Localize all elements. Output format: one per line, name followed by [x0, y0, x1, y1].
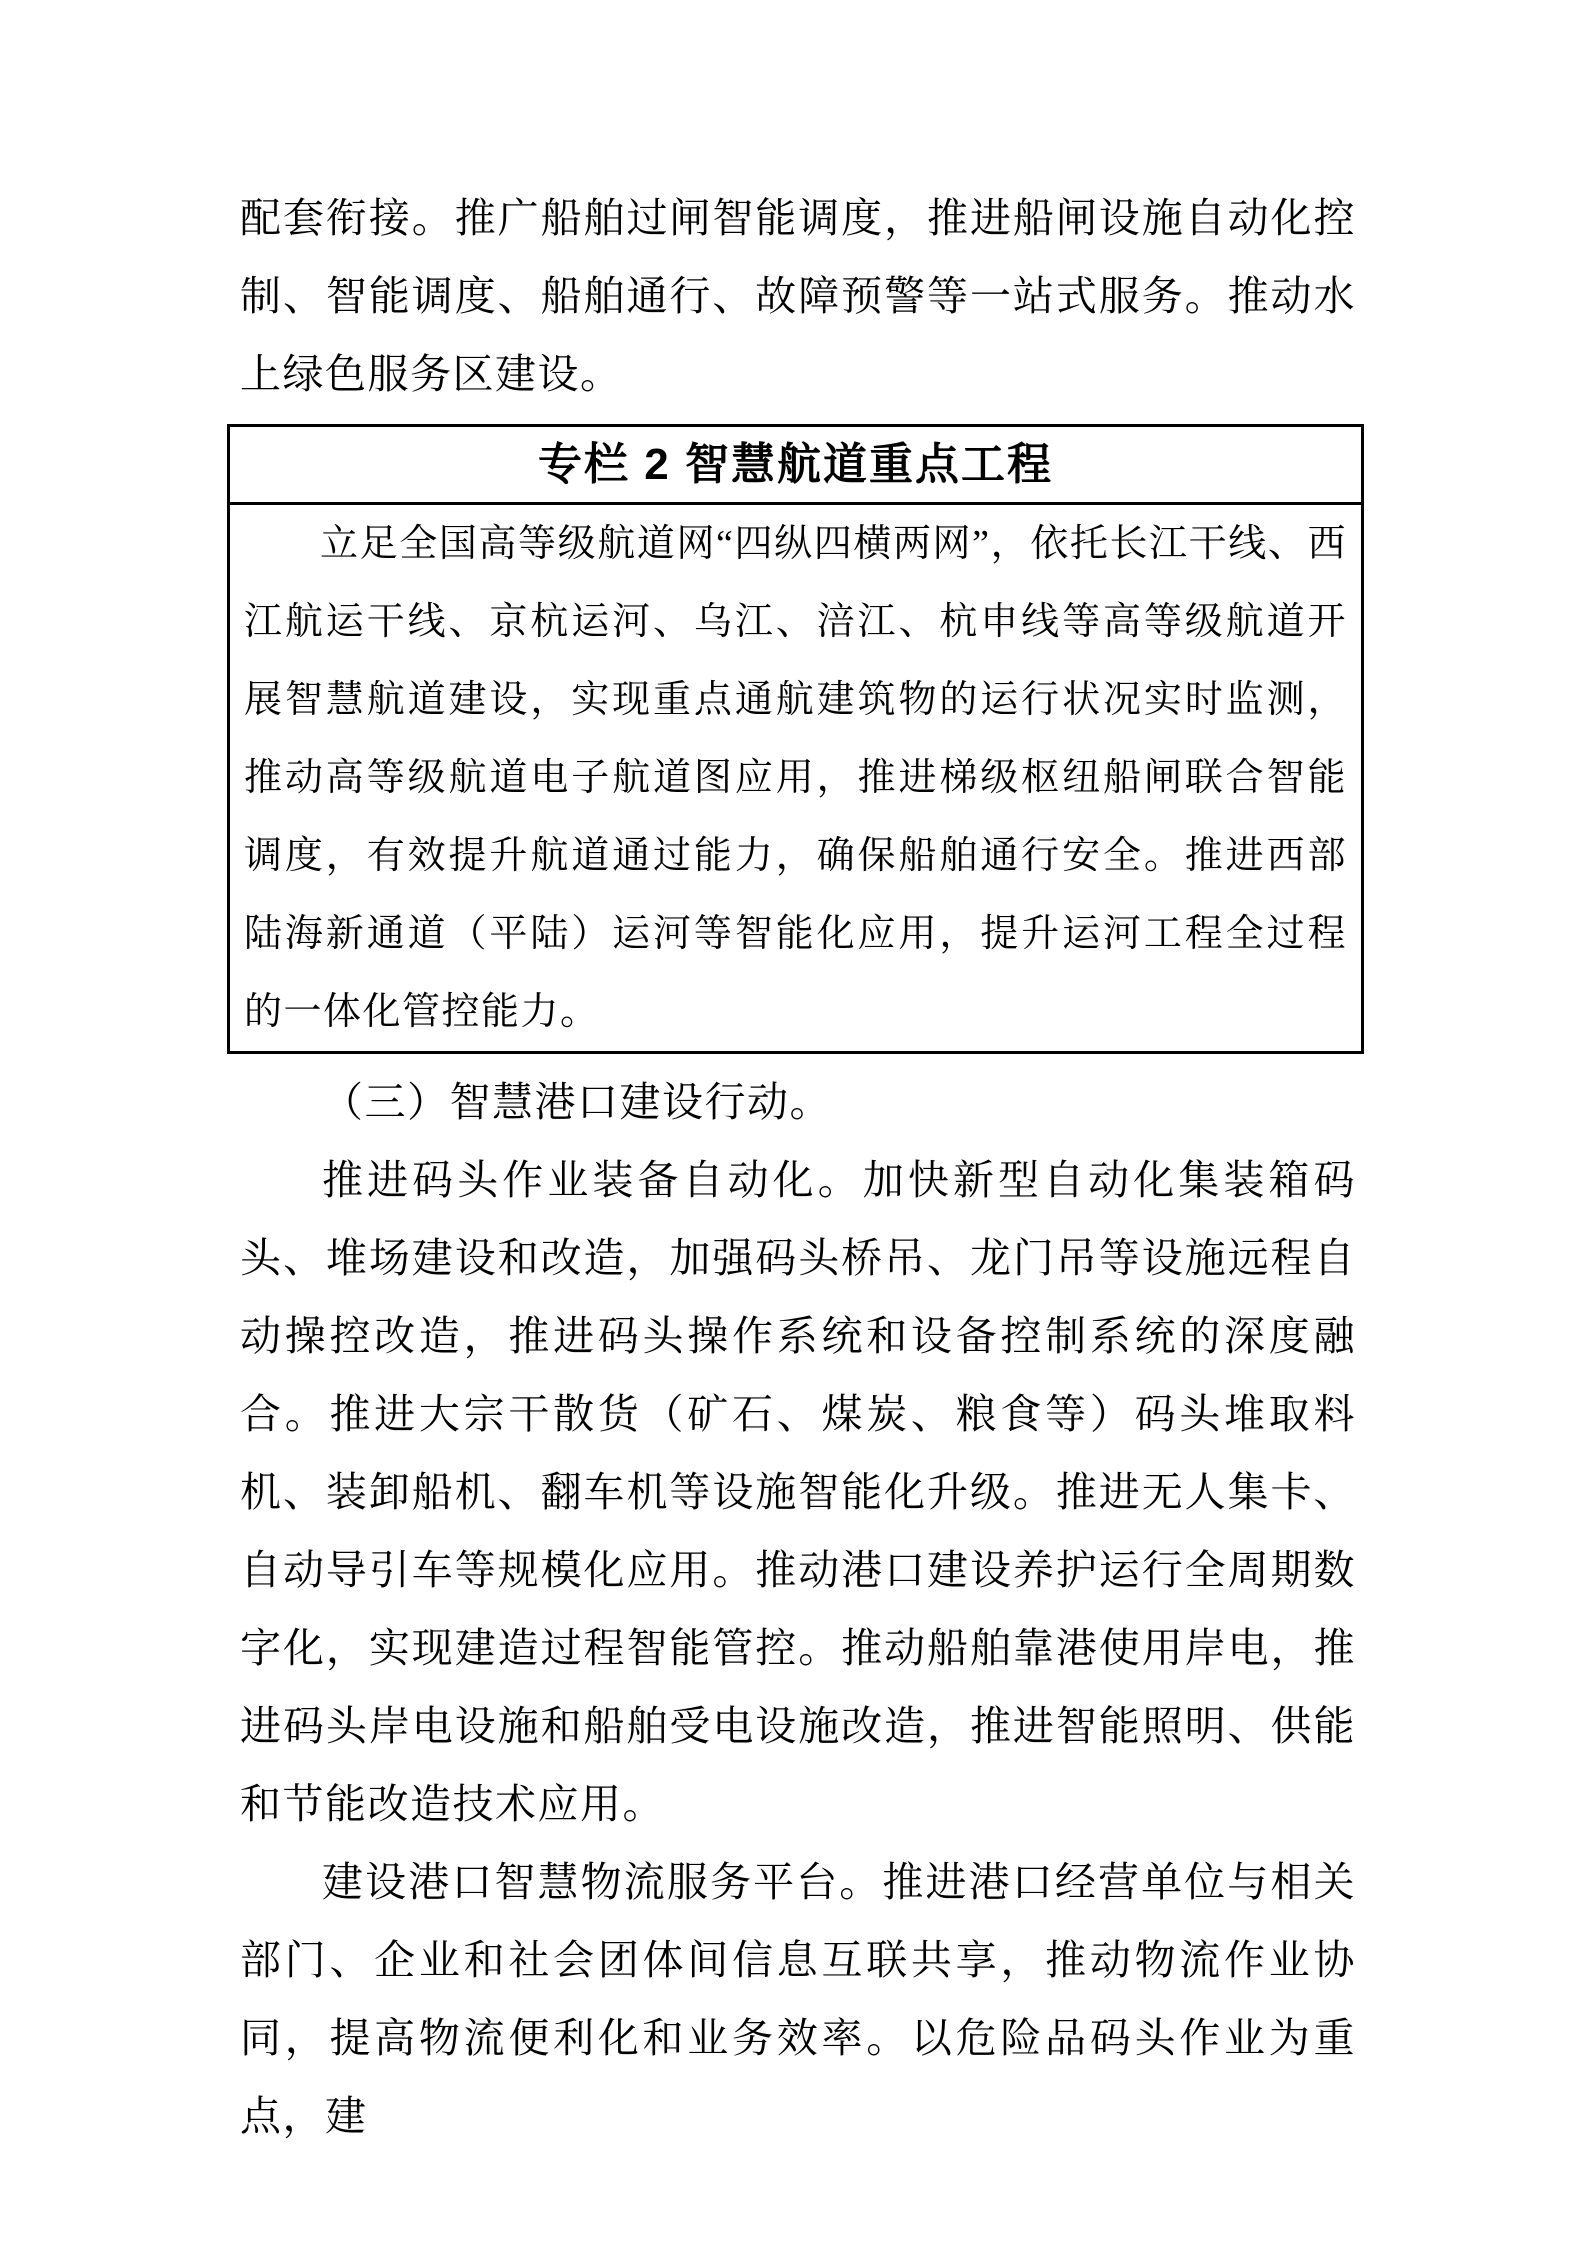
- column-box-2: [227, 424, 1364, 1054]
- column-box-title: 专栏 2 智慧航道重点工程: [230, 427, 1361, 505]
- document-content: [240, 179, 1356, 2155]
- paragraph-waterway-services: 配套衔接。推广船舶过闸智能调度，推进船闸设施自动化控制、智能调度、船舶通行、故障预警等一站式服务。推动水上绿色服务区建设。: [240, 195, 1356, 397]
- paragraph-port-equipment: 推进码头作业装备自动化。加快新型自动化集装箱码头、堆场建设和改造，加强码头桥吊、龙门吊等设施远程自动操控改造，推进码头操作系统和设备控制系统的深度融合。推进大宗干散货（矿石、煤炭、粮食等）码头堆取料机、装卸船机、翻车机等设施智能化升级。推进无人集卡、自动导引车等规模化应用。推动港口建设养护运行全周期数字化，实现建造过程智能管控。推动船舶靠港使用岸电，推进码头岸电设施和船舶受电设施改造，推进智能照明、供能和节能改造技术应用。: [240, 1157, 1356, 1827]
- paragraph-port-logistics: 建设港口智慧物流服务平台。推进港口经营单位与相关部门、企业和社会团体间信息互联共享，推动物流作业协同，提高物流便利化和业务效率。以危险品码头作业为重点，建: [240, 1859, 1356, 2139]
- column-box-body: 立足全国高等级航道网“四纵四横两网”，依托长江干线、西江航运干线、京杭运河、乌江、涪江、杭申线等高等级航道开展智慧航道建设，实现重点通航建筑物的运行状况实时监测，推动高等级航道电子航道图应用，推进梯级枢纽船闸联合智能调度，有效提升航道通过能力，确保船舶通行安全。推进西部陆海新通道（平陆）运河等智能化应用，提升运河工程全过程的一体化管控能力。: [244, 523, 1347, 1033]
- section-heading-3: （三）智慧港口建设行动。: [322, 1079, 832, 1125]
